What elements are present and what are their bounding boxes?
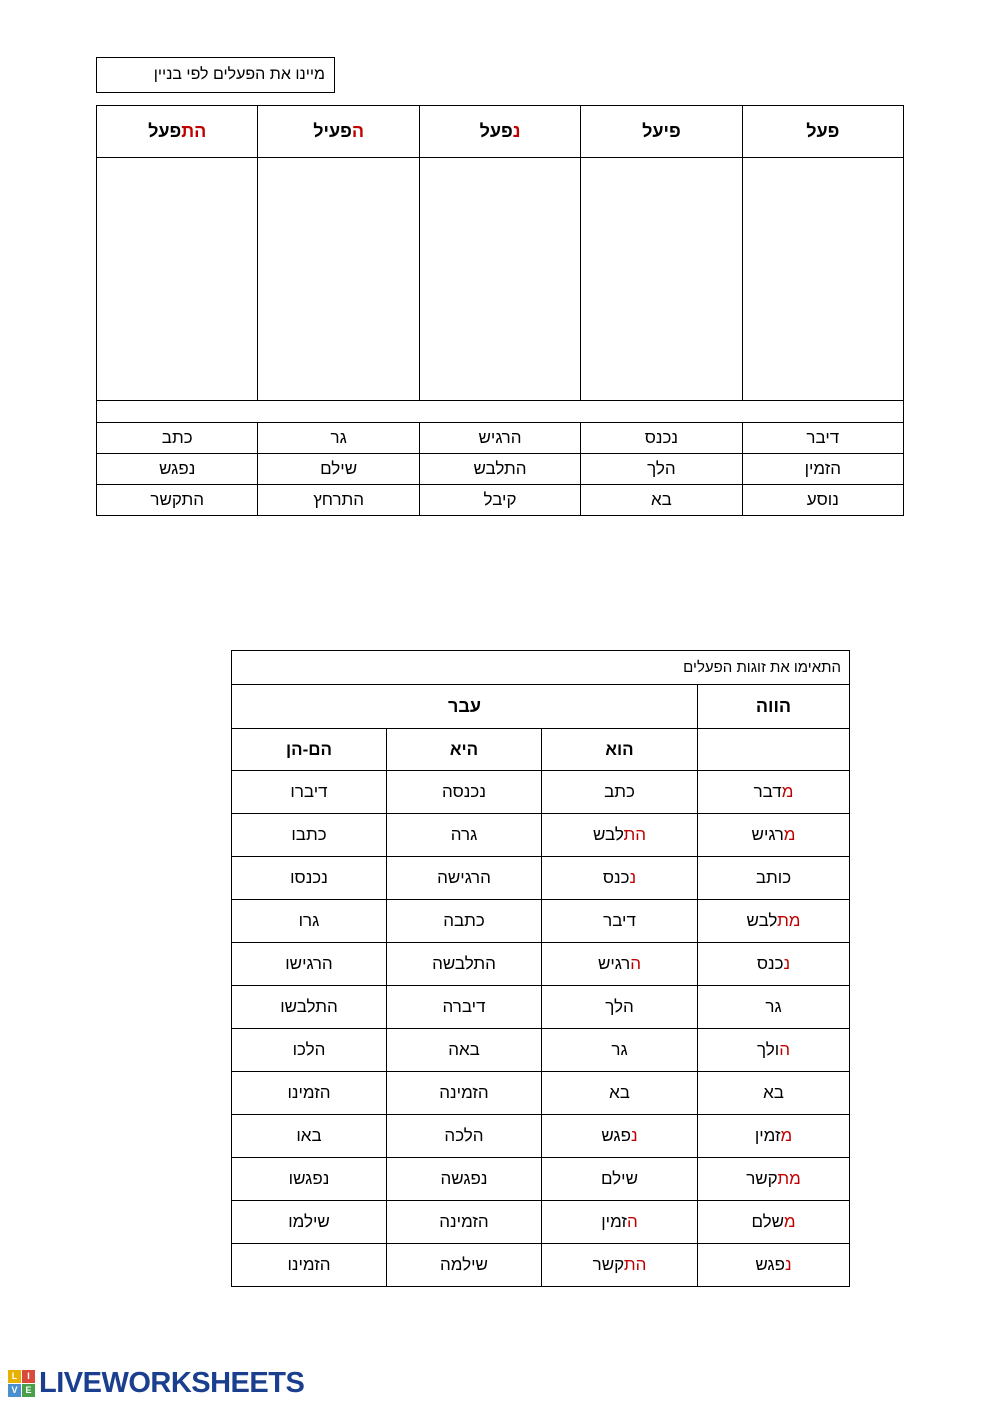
word-bank-cell[interactable]: נכנס bbox=[581, 423, 742, 454]
table-row bbox=[231, 857, 849, 900]
past-hem-cell[interactable]: שילמו bbox=[231, 1201, 386, 1244]
past-hu-prefix: נ bbox=[631, 1126, 638, 1145]
liveworksheets-logo-text: LIVEWORKSHEETS bbox=[39, 1367, 305, 1399]
word-bank-cell[interactable]: התקשר bbox=[97, 485, 258, 516]
table-row bbox=[231, 814, 849, 857]
present-rest: לבש bbox=[746, 911, 778, 930]
past-hem-cell[interactable]: הרגישו bbox=[231, 943, 386, 986]
present-cell[interactable] bbox=[698, 1201, 850, 1244]
past-hi-cell[interactable]: נכנסה bbox=[387, 771, 542, 814]
column-header-hifil-prefix: ה bbox=[351, 121, 365, 141]
column-header-nifal-rest: פעל bbox=[479, 121, 513, 141]
past-hem-cell[interactable]: באו bbox=[231, 1115, 386, 1158]
past-hu-rest: דיבר bbox=[603, 911, 636, 930]
present-rest: ולך bbox=[757, 1040, 780, 1059]
column-header-nifal-prefix: נ bbox=[512, 121, 521, 141]
word-bank-cell[interactable]: הזמין bbox=[742, 454, 903, 485]
past-hi-cell[interactable]: הזמינה bbox=[387, 1201, 542, 1244]
present-rest: דבר bbox=[753, 782, 782, 801]
past-hu-prefix: הת bbox=[624, 1255, 647, 1274]
word-bank-cell[interactable]: נוסע bbox=[742, 485, 903, 516]
past-hu-cell[interactable] bbox=[542, 1115, 698, 1158]
column-header-hifil-rest: פעיל bbox=[313, 121, 352, 141]
past-hu-cell[interactable] bbox=[542, 1029, 698, 1072]
present-prefix: מ bbox=[784, 1212, 796, 1231]
subheader-hi: היא bbox=[387, 729, 542, 771]
present-prefix: מת bbox=[777, 911, 801, 930]
past-hi-cell[interactable]: שילמה bbox=[387, 1244, 542, 1287]
past-hem-cell[interactable]: כתבו bbox=[231, 814, 386, 857]
present-cell[interactable] bbox=[698, 1072, 850, 1115]
past-hu-prefix: הת bbox=[623, 825, 647, 844]
past-hu-cell[interactable] bbox=[542, 857, 698, 900]
past-hi-cell[interactable]: באה bbox=[387, 1029, 542, 1072]
past-hem-cell[interactable]: הלכו bbox=[231, 1029, 386, 1072]
past-hu-cell[interactable] bbox=[542, 771, 698, 814]
present-cell[interactable] bbox=[698, 1029, 850, 1072]
logo-letter-v: V bbox=[8, 1384, 21, 1397]
answer-area-row bbox=[97, 158, 904, 401]
liveworksheets-logo bbox=[8, 1367, 304, 1400]
exercise2-header-row bbox=[231, 685, 849, 729]
present-prefix: ה bbox=[779, 1040, 790, 1059]
table-row bbox=[231, 1029, 849, 1072]
spacer-row bbox=[97, 401, 904, 423]
word-bank-cell[interactable]: בא bbox=[581, 485, 742, 516]
past-hu-cell[interactable] bbox=[542, 900, 698, 943]
table-row bbox=[231, 1158, 849, 1201]
past-hu-rest: קשר bbox=[592, 1255, 625, 1274]
present-cell[interactable] bbox=[698, 986, 850, 1029]
table-row bbox=[231, 1201, 849, 1244]
column-header-piel-rest: פיעל bbox=[642, 121, 681, 141]
spacer-cell bbox=[97, 401, 904, 423]
word-bank-cell[interactable]: התלבש bbox=[419, 454, 580, 485]
column-header-piel bbox=[581, 106, 742, 158]
past-hu-rest: הלך bbox=[605, 997, 634, 1016]
word-bank-cell[interactable]: דיבר bbox=[742, 423, 903, 454]
column-header-hifil bbox=[258, 106, 419, 158]
present-prefix: מ bbox=[783, 825, 796, 844]
past-hu-rest: כנס bbox=[602, 868, 630, 887]
subheader-hem-hen: הם-הן bbox=[231, 729, 386, 771]
past-hu-rest: פגש bbox=[601, 1126, 631, 1145]
subheader-hu: הוא bbox=[542, 729, 698, 771]
table-row bbox=[231, 900, 849, 943]
past-hem-cell[interactable]: התלבשו bbox=[231, 986, 386, 1029]
present-rest: כותב bbox=[755, 868, 792, 887]
word-bank-row bbox=[97, 454, 904, 485]
past-hem-cell[interactable]: דיברו bbox=[231, 771, 386, 814]
table-row bbox=[231, 1072, 849, 1115]
exercise2-instruction-row bbox=[231, 651, 849, 685]
past-hu-cell[interactable] bbox=[542, 943, 698, 986]
answer-cell-nifal[interactable] bbox=[419, 158, 580, 401]
subheader-empty bbox=[698, 729, 850, 771]
present-cell[interactable] bbox=[698, 857, 850, 900]
table-row bbox=[231, 1244, 849, 1287]
past-hu-cell[interactable] bbox=[542, 814, 698, 857]
present-prefix: מ bbox=[780, 1126, 793, 1145]
past-hi-cell[interactable]: התלבשה bbox=[387, 943, 542, 986]
column-header-nifal bbox=[419, 106, 580, 158]
word-bank-cell[interactable]: התרחץ bbox=[258, 485, 419, 516]
column-header-hitpael-prefix: הת bbox=[181, 121, 207, 141]
past-hu-rest: כתב bbox=[604, 782, 635, 801]
answer-cell-paal[interactable] bbox=[742, 158, 903, 401]
word-bank-cell[interactable]: נפגש bbox=[97, 454, 258, 485]
present-rest: כנס bbox=[756, 954, 784, 973]
word-bank-cell[interactable]: קיבל bbox=[419, 485, 580, 516]
present-cell[interactable] bbox=[698, 1158, 850, 1201]
present-prefix: נ bbox=[783, 954, 791, 973]
verb-pairs-table bbox=[231, 650, 850, 1287]
exercise1-instruction-box bbox=[96, 57, 335, 93]
exercise1-instruction-text: מיינו את הפעלים לפי בניין bbox=[153, 66, 325, 83]
present-rest: בא bbox=[763, 1083, 784, 1102]
present-rest: פגש bbox=[755, 1255, 785, 1274]
past-hi-cell[interactable]: הרגישה bbox=[387, 857, 542, 900]
past-hu-cell[interactable] bbox=[542, 1201, 698, 1244]
table-row bbox=[231, 1115, 849, 1158]
logo-letter-l: L bbox=[8, 1370, 21, 1383]
present-rest: גר bbox=[765, 997, 782, 1016]
past-hu-cell[interactable] bbox=[542, 986, 698, 1029]
past-hu-rest: זמין bbox=[601, 1212, 627, 1231]
past-hi-cell[interactable]: כתבה bbox=[387, 900, 542, 943]
word-bank-row bbox=[97, 423, 904, 454]
past-hu-cell[interactable] bbox=[542, 1072, 698, 1115]
word-bank-cell[interactable]: הלך bbox=[581, 454, 742, 485]
word-bank-cell[interactable]: כתב bbox=[97, 423, 258, 454]
present-cell[interactable] bbox=[698, 943, 850, 986]
past-hi-cell[interactable]: נפגשה bbox=[387, 1158, 542, 1201]
present-prefix: מת bbox=[777, 1169, 801, 1188]
past-hem-cell[interactable]: נפגשו bbox=[231, 1158, 386, 1201]
past-hu-prefix: נ bbox=[629, 868, 637, 887]
word-bank-cell[interactable]: הרגיש bbox=[419, 423, 580, 454]
present-rest: קשר bbox=[746, 1169, 778, 1188]
answer-cell-hifil[interactable] bbox=[258, 158, 419, 401]
word-bank-cell[interactable]: שילם bbox=[258, 454, 419, 485]
past-hu-prefix: ה bbox=[626, 1212, 638, 1231]
past-hu-rest: לבש bbox=[592, 825, 624, 844]
present-cell[interactable] bbox=[698, 900, 850, 943]
word-bank-cell[interactable]: גר bbox=[258, 423, 419, 454]
exercise2-subheader-row bbox=[231, 729, 849, 771]
past-hem-cell[interactable]: נכנסו bbox=[231, 857, 386, 900]
past-hu-rest: גר bbox=[611, 1040, 628, 1059]
answer-cell-hitpael[interactable] bbox=[97, 158, 258, 401]
logo-letter-e: E bbox=[22, 1384, 35, 1397]
table-header-row bbox=[97, 106, 904, 158]
past-hi-cell[interactable]: הזמינה bbox=[387, 1072, 542, 1115]
header-past: עבר bbox=[231, 685, 697, 729]
present-cell[interactable] bbox=[698, 1244, 850, 1287]
table-row bbox=[231, 771, 849, 814]
present-rest: שלם bbox=[751, 1212, 785, 1231]
past-hi-cell[interactable]: הלכה bbox=[387, 1115, 542, 1158]
past-hu-rest: רגיש bbox=[597, 954, 631, 973]
logo-letter-i: I bbox=[22, 1370, 35, 1383]
column-header-hitpael bbox=[97, 106, 258, 158]
word-bank-row bbox=[97, 485, 904, 516]
past-hu-prefix: ה bbox=[630, 954, 642, 973]
past-hu-rest: בא bbox=[609, 1083, 630, 1102]
present-prefix: מ bbox=[781, 782, 794, 801]
binyanim-sorting-table bbox=[96, 105, 904, 516]
past-hem-cell[interactable]: הזמינו bbox=[231, 1244, 386, 1287]
present-cell[interactable] bbox=[698, 814, 850, 857]
past-hem-cell[interactable]: הזמינו bbox=[231, 1072, 386, 1115]
table-row bbox=[231, 986, 849, 1029]
past-hu-cell[interactable] bbox=[542, 1158, 698, 1201]
past-hi-cell[interactable]: דיברה bbox=[387, 986, 542, 1029]
column-header-hitpael-rest: פעל bbox=[148, 121, 182, 141]
header-present: הווה bbox=[698, 685, 850, 729]
present-cell[interactable] bbox=[698, 771, 850, 814]
table-row bbox=[231, 943, 849, 986]
present-prefix: נ bbox=[785, 1255, 792, 1274]
past-hi-cell[interactable]: גרה bbox=[387, 814, 542, 857]
column-header-paal-rest: פעל bbox=[806, 121, 840, 141]
present-rest: רגיש bbox=[751, 825, 784, 844]
past-hem-cell[interactable]: גרו bbox=[231, 900, 386, 943]
answer-cell-piel[interactable] bbox=[581, 158, 742, 401]
exercise2-instruction-text: התאימו את זוגות הפעלים bbox=[231, 651, 849, 685]
present-rest: זמין bbox=[754, 1126, 781, 1145]
past-hu-rest: שילם bbox=[600, 1169, 639, 1188]
column-header-paal bbox=[742, 106, 903, 158]
present-cell[interactable] bbox=[698, 1115, 850, 1158]
liveworksheets-logo-icon bbox=[8, 1370, 35, 1397]
past-hu-cell[interactable] bbox=[542, 1244, 698, 1287]
